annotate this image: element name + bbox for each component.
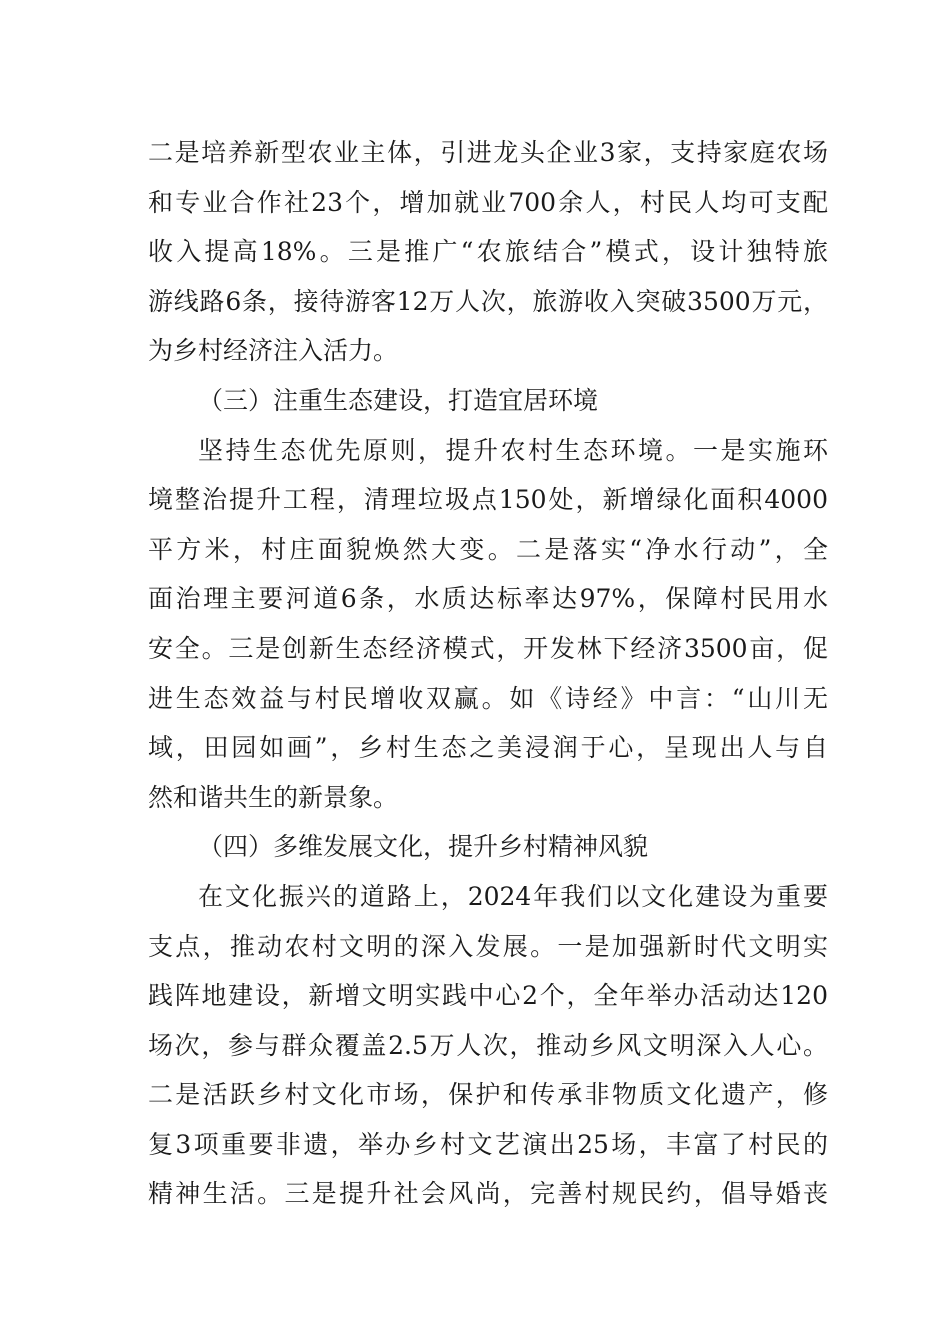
paragraph-line: 安全。三是创新生态经济模式，开发林下经济3500亩，促 [148,633,828,663]
paragraph-line: 二是活跃乡村文化市场，保护和传承非物质文化遗产，修 [148,1080,828,1110]
paragraph-line: 面治理主要河道6条，水质达标率达97%，保障村民用水 [148,584,828,614]
section-heading-4: （四）多维发展文化，提升乡村精神风貌 [198,832,649,862]
paragraph-line: 坚持生态优先原则，提升农村生态环境。一是实施环 [198,435,828,465]
paragraph-line: 收入提高18%。三是推广“农旅结合”模式，设计独特旅 [148,237,828,267]
paragraph-line: 为乡村经济注入活力。 [148,336,399,366]
paragraph-line: 精神生活。三是提升社会风尚，完善村规民约，倡导婚丧 [148,1179,828,1209]
paragraph-line: 境整治提升工程，清理垃圾点150处，新增绿化面积4000 [148,485,828,515]
paragraph-line: 平方米，村庄面貌焕然大变。二是落实“净水行动”，全 [148,534,828,564]
paragraph-line: 域，田园如画”，乡村生态之美浸润于心，呈现出人与自 [148,733,828,763]
paragraph-line: 场次，参与群众覆盖2.5万人次，推动乡风文明深入人心。 [148,1030,828,1060]
paragraph-line: 复3项重要非遗，举办乡村文艺演出25场，丰富了村民的 [148,1129,828,1159]
paragraph-line: 在文化振兴的道路上，2024年我们以文化建设为重要 [198,881,828,911]
paragraph-line: 践阵地建设，新增文明实践中心2个，全年举办活动达120 [148,981,828,1011]
section-heading-3: （三）注重生态建设，打造宜居环境 [198,385,599,415]
paragraph-line: 游线路6条，接待游客12万人次，旅游收入突破3500万元， [148,286,828,316]
paragraph-line: 然和谐共生的新景象。 [148,782,399,812]
paragraph-line: 支点，推动农村文明的深入发展。一是加强新时代文明实 [148,931,828,961]
document-body [148,128,828,1219]
paragraph-line: 进生态效益与村民增收双赢。如《诗经》中言：“山川无 [148,683,828,713]
paragraph-line: 和专业合作社23个，增加就业700余人，村民人均可支配 [148,187,828,217]
paragraph-line: 二是培养新型农业主体，引进龙头企业3家，支持家庭农场 [148,138,828,167]
